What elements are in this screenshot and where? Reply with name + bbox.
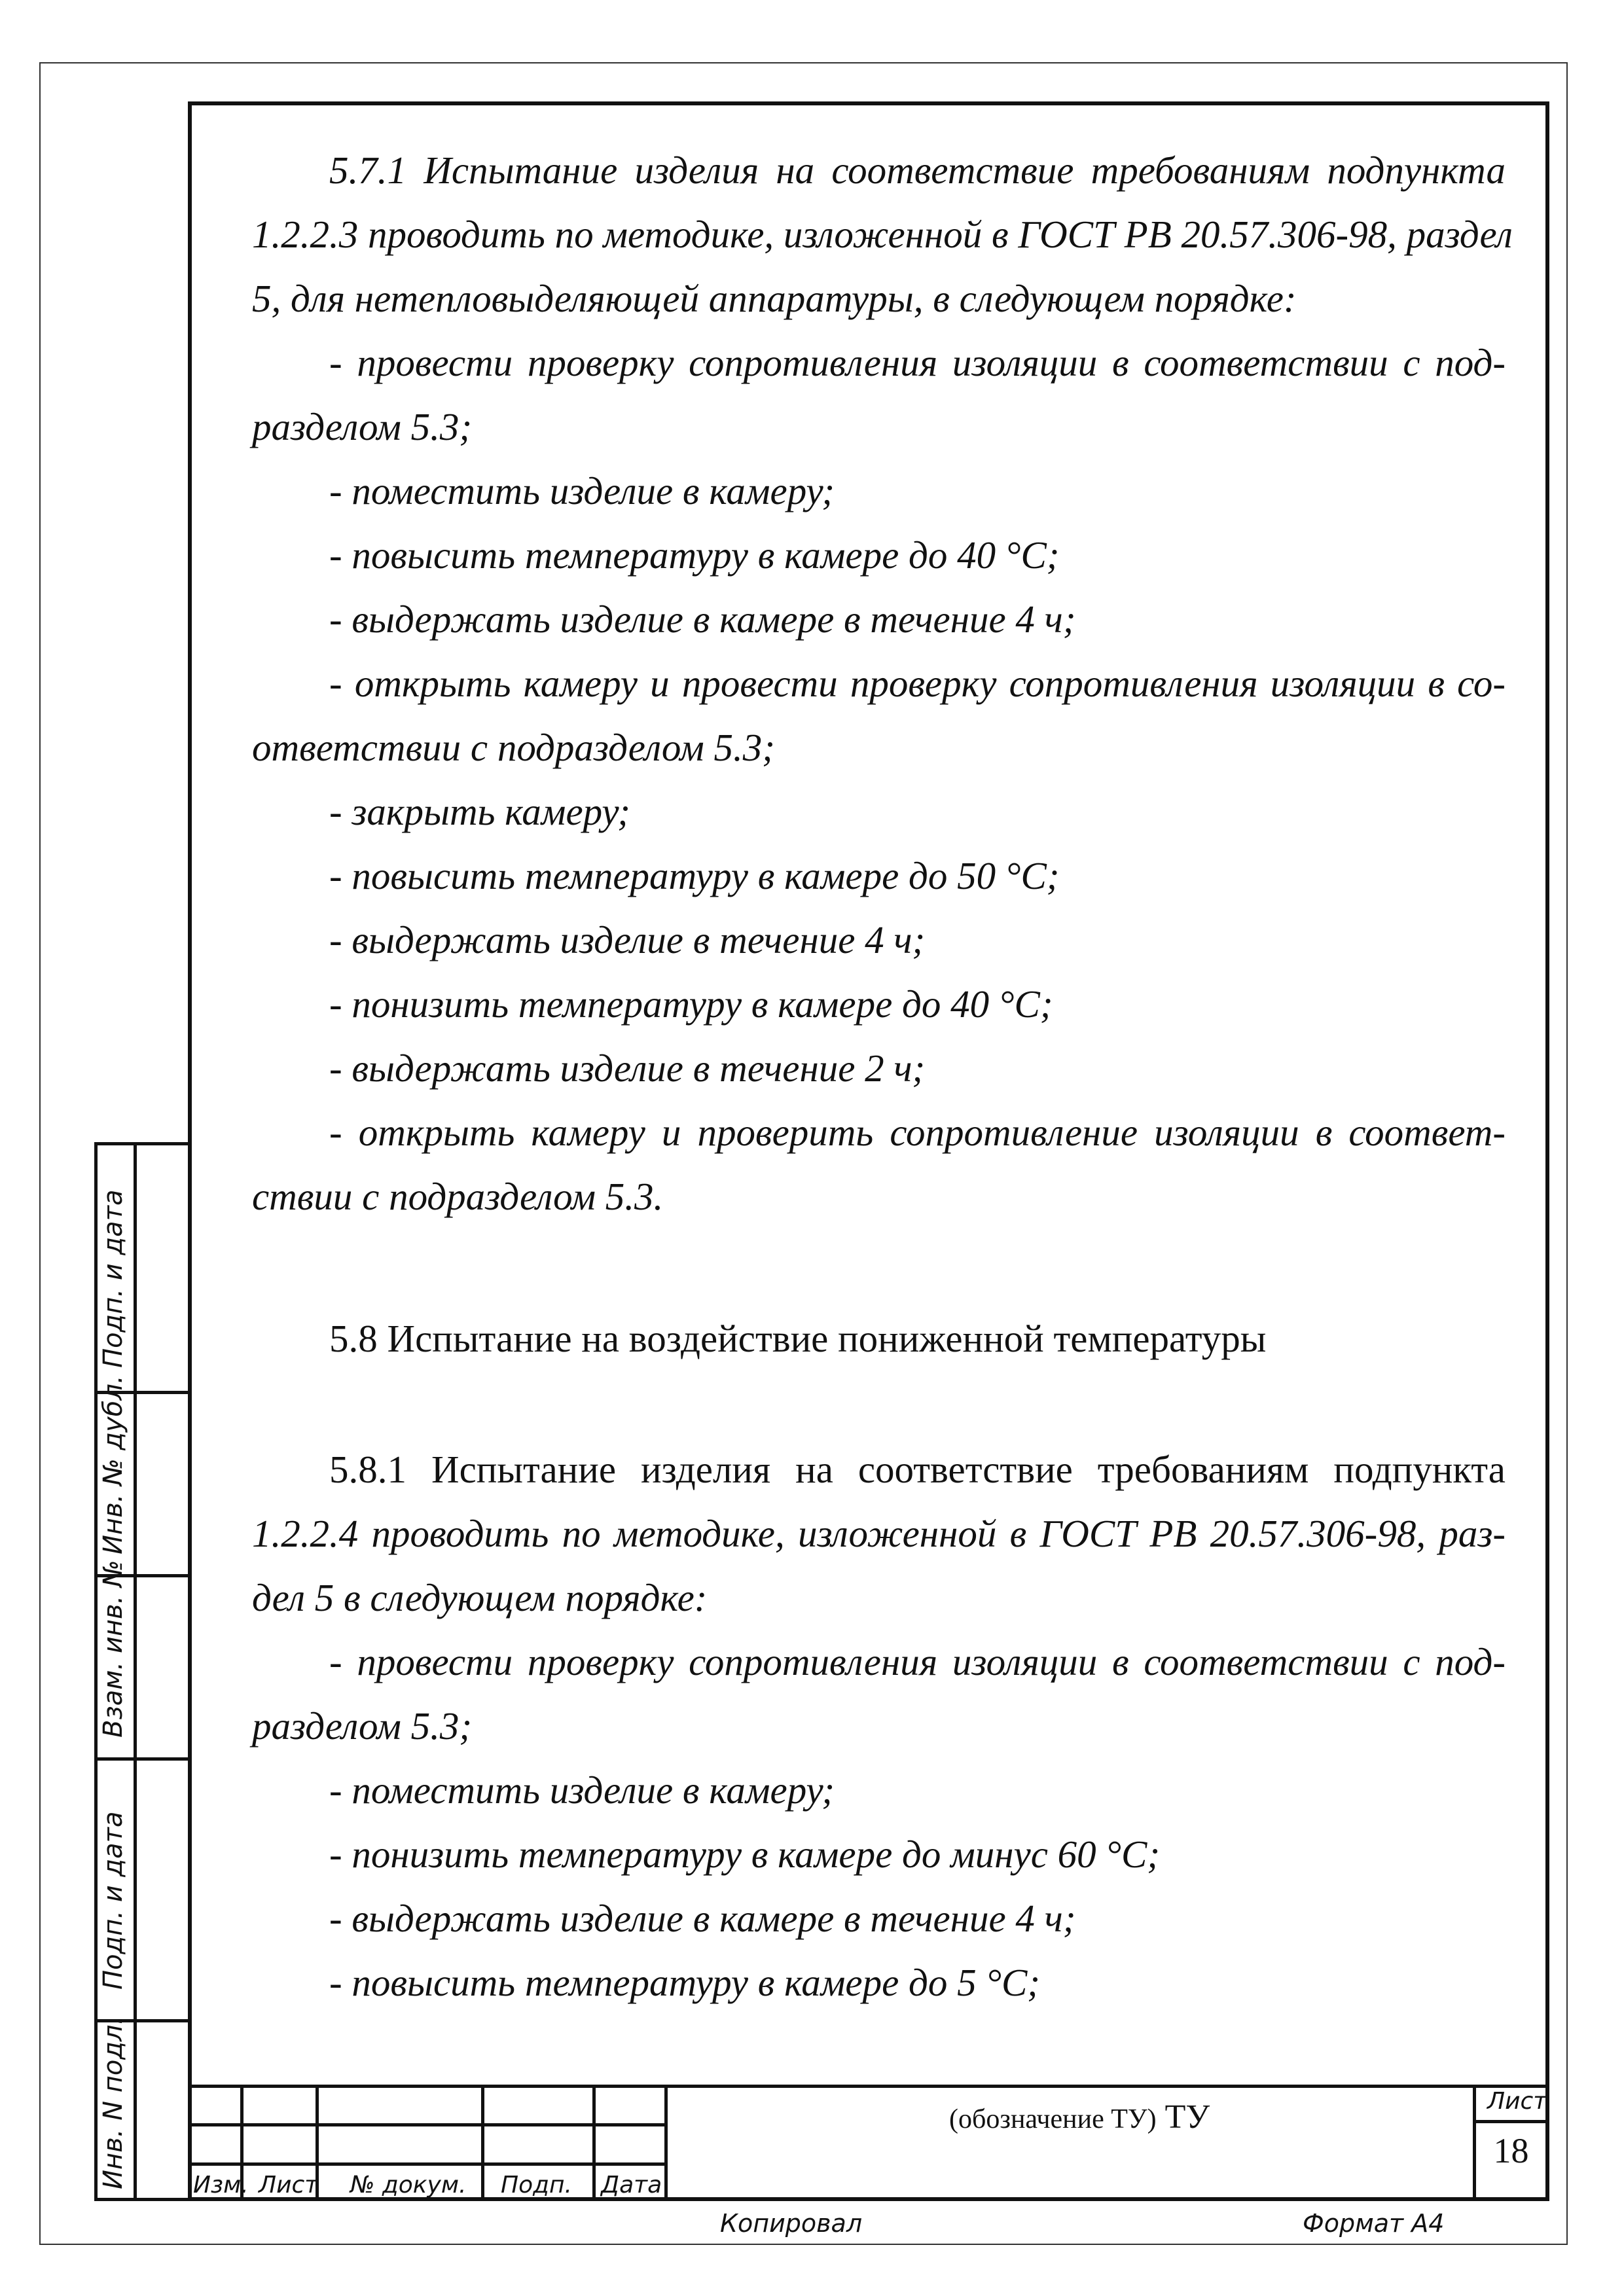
document-code-suffix: ТУ <box>1164 2098 1210 2136</box>
label-vzam-inv: Взам. инв. № <box>98 1560 128 1738</box>
step2-insulation-check-line-1: - провести проверку сопротивления изоляции в соответствии с под- <box>329 1640 1506 1683</box>
title-block-row-line <box>1473 2120 1549 2123</box>
step-open-check-line-1: - открыть камеру и провести проверку сопротивления изоляции в со- <box>329 662 1506 705</box>
footer-copied: Копировал <box>720 2209 863 2238</box>
title-block-col-line <box>481 2085 484 2201</box>
paragraph-5-7-1-line-3: 5, для нетепловыделяющей аппаратуры, в следующем порядке: <box>252 277 1297 320</box>
sheet-label: Лист <box>1487 2088 1547 2115</box>
step2-lower-temp-minus-60: - понизить температуру в камере до минус 60 °С; <box>329 1833 1161 1876</box>
label-podp: Подп. <box>501 2172 572 2198</box>
step-place-in-chamber: - поместить изделие в камеру; <box>329 469 835 512</box>
paragraph-5-7-1-line-1: 5.7.1 Испытание изделия на соответствие требованиям подпункта <box>329 149 1506 192</box>
title-block-col-line <box>592 2085 596 2201</box>
step-hold-4h-2: - выдержать изделие в течение 4 ч; <box>329 918 926 961</box>
side-stamp-row-line <box>98 1757 191 1761</box>
paragraph-5-8-1-line-3: дел 5 в следующем порядке: <box>252 1576 708 1619</box>
label-izm: Изм. <box>193 2172 249 2198</box>
document-code-prefix: (обозначение ТУ) <box>949 2104 1157 2134</box>
paragraph-5-8-1-line-2: 1.2.2.4 проводить по методике, изложенной в ГОСТ РВ 20.57.306-98, раз- <box>252 1512 1506 1555</box>
step2-raise-temp-5: - повысить температуру в камере до 5 °С; <box>329 1961 1040 2004</box>
step-hold-2h: - выдержать изделие в течение 2 ч; <box>329 1047 926 1090</box>
step-open-check-line-2: ответствии с подразделом 5.3; <box>252 726 775 769</box>
step2-place-in-chamber: - поместить изделие в камеру; <box>329 1768 835 1812</box>
step-close-chamber: - закрыть камеру; <box>329 790 630 833</box>
step-insulation-check-line-1: - провести проверку сопротивления изоляции в соответствии с под- <box>329 341 1506 384</box>
step-insulation-check-line-2: разделом 5.3; <box>252 405 473 448</box>
step-hold-4h: - выдержать изделие в камере в течение 4 ч; <box>329 598 1076 641</box>
title-block-top-line <box>188 2085 1549 2088</box>
step-open-verify-line-2: ствии с подразделом 5.3. <box>252 1175 664 1218</box>
step-open-verify-line-1: - открыть камеру и проверить сопротивление изоляции в соответ- <box>329 1111 1506 1154</box>
paragraph-5-8-1-line-1: 5.8.1 Испытание изделия на соответствие требованиям подпункта <box>329 1448 1506 1491</box>
label-data: Дата <box>601 2172 662 2198</box>
document-code <box>949 2098 1210 2136</box>
step-lower-temp-40: - понизить температуру в камере до 40 °С; <box>329 982 1053 1026</box>
section-heading-5-8: 5.8 Испытание на воздействие пониженной температуры <box>329 1317 1267 1360</box>
sheet-number: 18 <box>1493 2131 1529 2170</box>
step-raise-temp-40: - повысить температуру в камере до 40 °С; <box>329 533 1060 577</box>
label-inv-dubl: Инв. № дубл. <box>98 1375 128 1554</box>
label-podp-data-bottom: Подп. и дата <box>98 1811 128 1990</box>
label-inv-podl: Инв. N подл. <box>98 2016 128 2189</box>
side-stamp-divider <box>134 1145 137 2198</box>
label-podp-data-top: Подп. и дата <box>98 1189 128 1368</box>
label-n-dokum: № докум. <box>350 2172 467 2198</box>
title-block-col-line <box>664 2085 668 2201</box>
step2-hold-4h: - выдержать изделие в камере в течение 4 ч; <box>329 1897 1076 1940</box>
label-list: Лист <box>259 2172 319 2198</box>
step2-insulation-check-line-2: разделом 5.3; <box>252 1704 473 1748</box>
paragraph-5-7-1-line-2: 1.2.2.3 проводить по методике, изложенной в ГОСТ РВ 20.57.306-98, раздел <box>252 213 1513 256</box>
step-raise-temp-50: - повысить температуру в камере до 50 °С; <box>329 854 1060 897</box>
footer-format: Формат А4 <box>1303 2209 1445 2238</box>
